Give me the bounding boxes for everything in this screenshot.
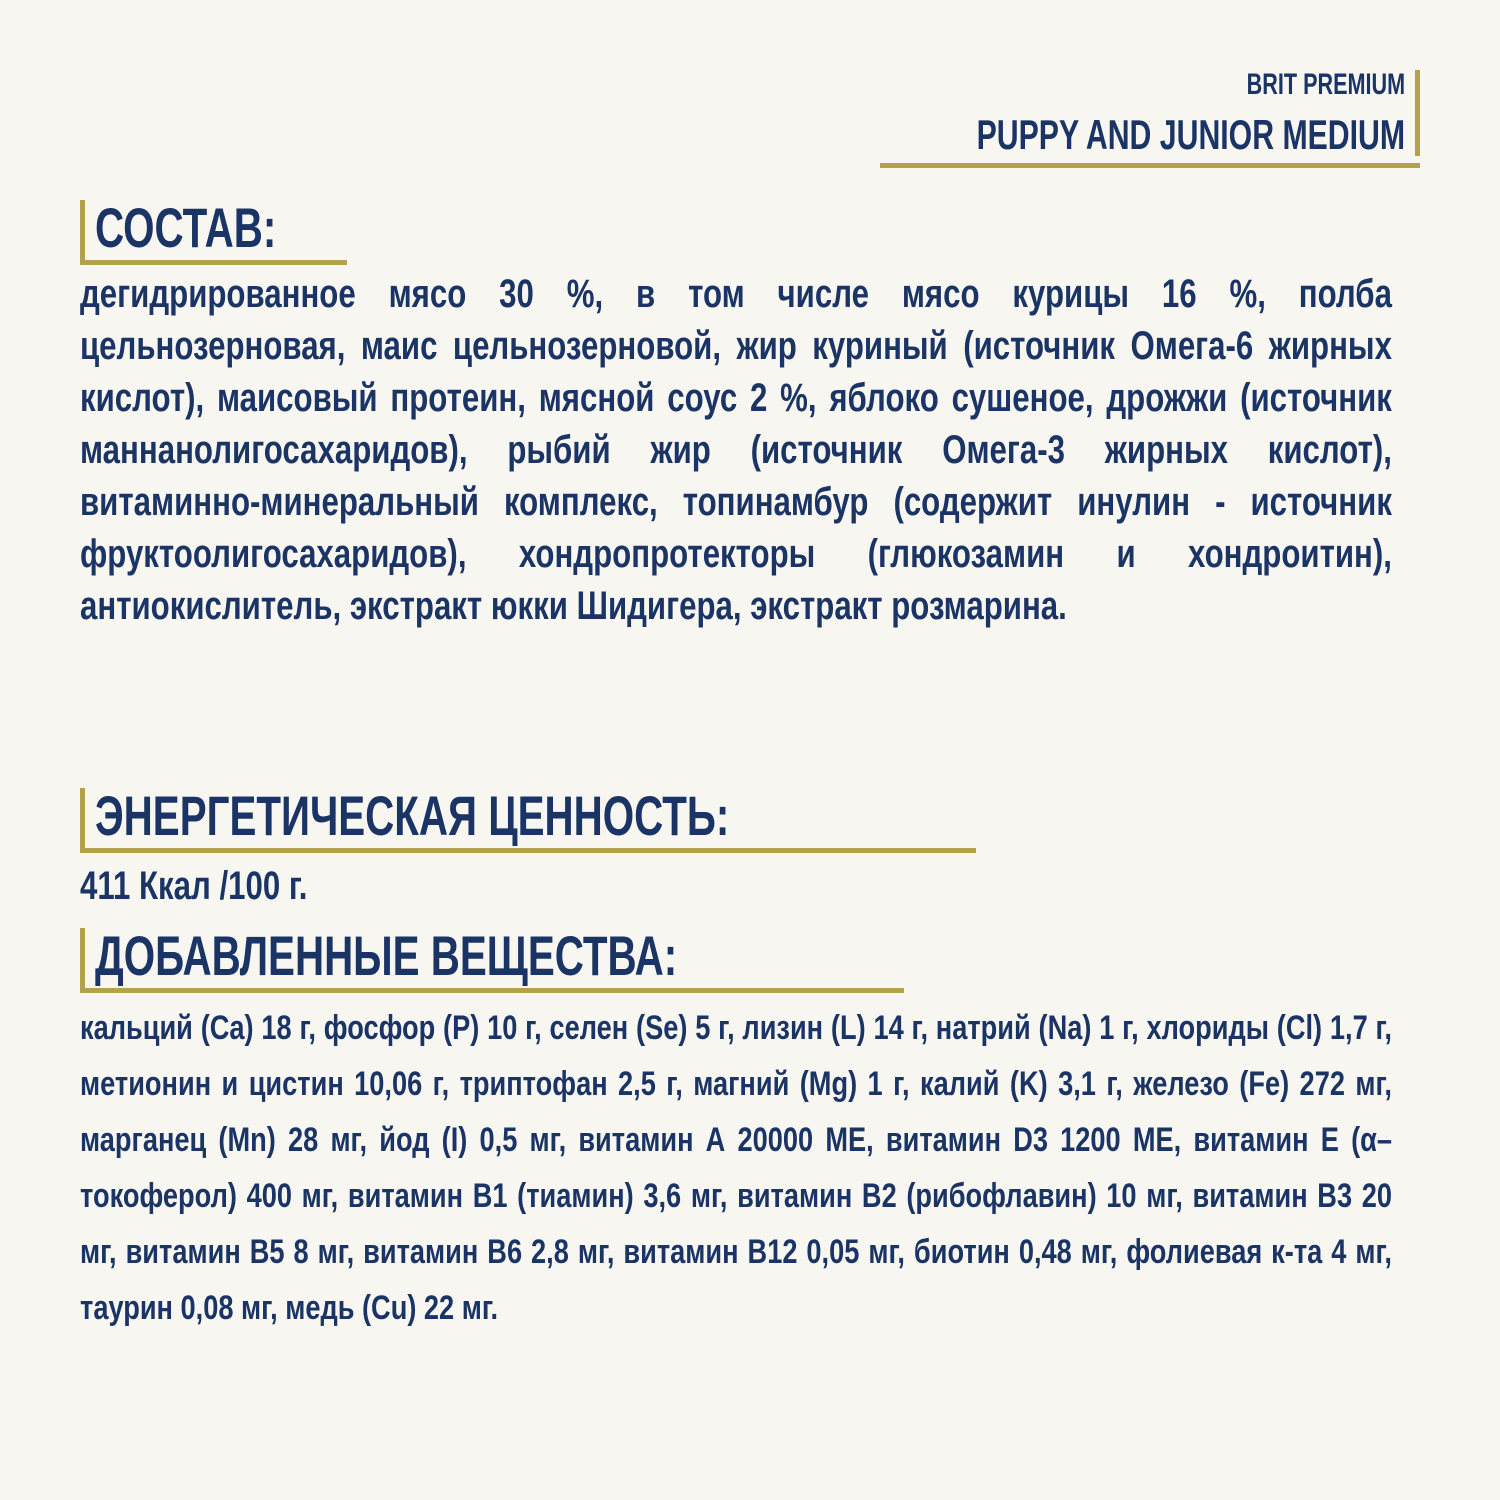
composition-heading <box>80 196 347 265</box>
composition-text-block <box>80 268 1392 632</box>
additives-text-block <box>80 1000 1392 1336</box>
additives-text: кальций (Ca) 18 г, фосфор (P) 10 г, селен (Se) 5 г, лизин (L) 14 г, натрий (Na) 1 г, хлориды (Cl) 1,7 г, метионин и цистин 10,06 г, триптофан 2,5 г, магний (Mg) 1 г, калий (K) 3,1 г, железо (Fe) 272 мг, марганец (Mn) 28 мг, йод (I) 0,5 мг, витамин А 20000 МЕ, витамин D3 1200 МЕ, витамин Е (α–токоферол) 400 мг, витамин В1 (тиамин) 3,6 мг, витамин В2 (рибофлавин) 10 мг, витамин В3 20 мг, витамин В5 8 мг, витамин В6 2,8 мг, витамин В12 0,05 мг, биотин 0,48 мг, фолиевая к-та 4 мг, таурин 0,08 мг, медь (Cu) 22 мг. <box>80 1009 1392 1327</box>
energy-heading <box>80 784 976 853</box>
brand-name: BRIT PREMIUM <box>1246 68 1405 101</box>
additives-heading <box>80 924 904 993</box>
energy-heading-text: ЭНЕРГЕТИЧЕСКАЯ ЦЕННОСТЬ: <box>95 784 730 847</box>
product-name: PUPPY AND JUNIOR MEDIUM <box>976 111 1405 158</box>
brand-block <box>810 70 1420 156</box>
energy-text: 411 Ккал /100 г. <box>80 864 308 908</box>
composition-heading-text: СОСТАВ: <box>95 196 277 259</box>
additives-heading-text: ДОБАВЛЕННЫЕ ВЕЩЕСТВА: <box>95 924 678 987</box>
brand-underline <box>880 163 1420 168</box>
energy-text-block <box>80 860 1392 912</box>
composition-text: дегидрированное мясо 30 %, в том числе мясо курицы 16 %, полба цельнозерновая, маис цельнозерновой, жир куриный (источник Омега-6 жирных кислот), маисовый протеин, мясной соус 2 %, яблоко сушеное, дрожжи (источник маннанолигосахаридов), рыбий жир (источник Омега-3 жирных кислот), витаминно-минеральный комплекс, топинамбур (содержит инулин - источник фруктоолигосахаридов), хондропротекторы (глюкозамин и хондроитин), антиокислитель, экстракт юкки Шидигера, экстракт розмарина. <box>80 272 1392 628</box>
